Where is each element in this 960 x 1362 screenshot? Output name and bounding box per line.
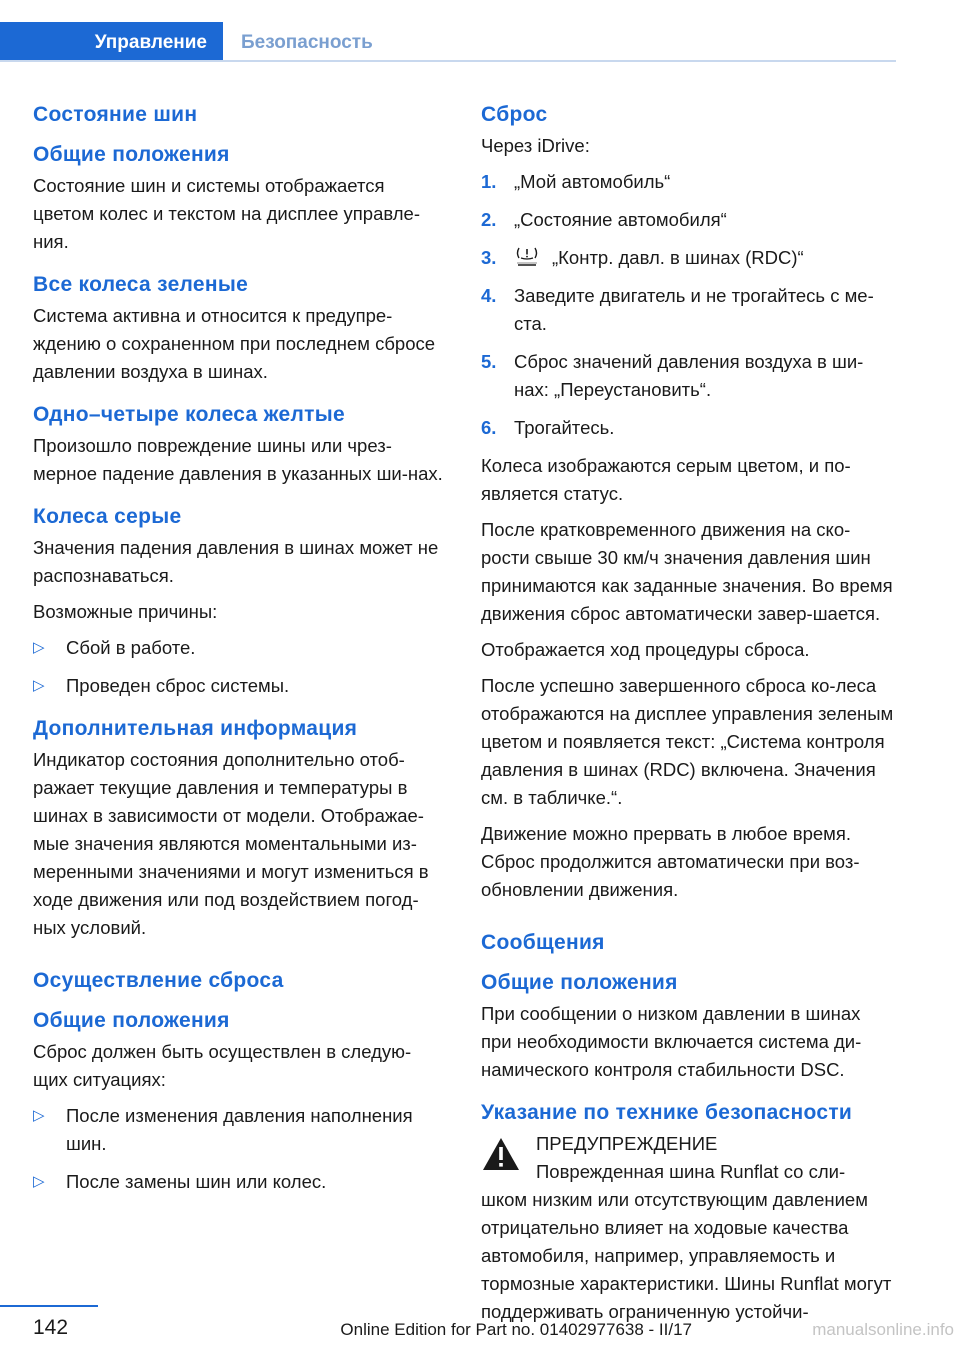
list-item: 4. Заведите двигатель и не трогайтесь с ме-ста. (481, 285, 874, 334)
triangle-right-icon: ▷ (33, 639, 45, 656)
list-item: 1. „Мой автомобиль“ (481, 171, 671, 192)
section-title-reset: Осуществление сброса (33, 969, 284, 992)
subsection-title: Общие положения (33, 1009, 230, 1032)
triangle-right-icon: ▷ (33, 1107, 45, 1124)
paragraph: Сброс должен быть осуществлен в следую-щих ситуациях: (33, 1041, 412, 1090)
paragraph: При сообщении о низком давлении в шинах при необходимости включается система ди-намического контроля стабильности DSC. (481, 1003, 862, 1080)
list-item: 3. „Контр. давл. в шинах (RDC)“ (481, 247, 804, 268)
edition-info: Online Edition for Part no. 01402977638 - II/17 (340, 1320, 692, 1339)
subsection-general-messages (481, 968, 896, 1084)
paragraph: Отображается ход процедуры сброса. (481, 639, 810, 660)
subsection-general-reset (33, 1006, 445, 1196)
subsection-yellow (33, 400, 445, 488)
subsection-title: Все колеса зеленые (33, 273, 249, 296)
triangle-right-icon: ▷ (33, 1173, 45, 1190)
section-title-tire-status: Состояние шин (33, 103, 198, 126)
subsection-gray (33, 502, 445, 700)
situations-list (33, 1102, 445, 1196)
paragraph: Произошло повреждение шины или чрез-мерное падение давления в указанных ши-нах. (33, 435, 443, 484)
subsection-title: Указание по технике безопасности (481, 1101, 853, 1124)
page-number: 142 (33, 1316, 69, 1339)
reset-steps (481, 168, 896, 442)
warning-box (481, 1130, 896, 1326)
causes-list (33, 634, 445, 700)
subsection-title: Одно–четыре колеса желтые (33, 403, 345, 426)
header-divider (0, 60, 896, 62)
tab-controls[interactable]: Управление (0, 22, 223, 62)
paragraph: Движение можно прервать в любое время. Сброс продолжится автоматически при воз-обновлении движения. (481, 823, 860, 900)
paragraph: Значения падения давления в шинах может не распознаваться. (33, 537, 439, 586)
subsection-title: Общие положения (33, 143, 230, 166)
subsection-title: Дополнительная информация (33, 717, 358, 740)
subsection-all-green (33, 270, 445, 386)
list-item: 5. Сброс значений давления воздуха в ши-нах: „Переустановить“. (481, 351, 864, 400)
list-item: 6. Трогайтесь. (481, 417, 615, 438)
warning-label: ПРЕДУПРЕЖДЕНИЕ (536, 1133, 718, 1154)
paragraph: Состояние шин и системы отображается цветом колес и текстом на дисплее управле-ния. (33, 175, 421, 252)
section-title-messages: Сообщения (481, 931, 605, 954)
watermark: manualsonline.info (812, 1320, 954, 1339)
subsection-general (33, 140, 445, 256)
paragraph: Индикатор состояния дополнительно отоб-ражает текущие давления и температуры в шинах в зависимости от модели. Отображае-мые значения являются моментальными из-меренными значениями и могут измениться в ходе движения или под воздействием погод-ных условий. (33, 749, 429, 938)
list-item: ▷ После изменения давления наполнения шин. (33, 1102, 445, 1158)
paragraph: Система активна и относится к предупре-ждению о сохраненном при последнем сбросе давлении воздуха в шинах. (33, 305, 436, 382)
subsection-title-reset: Сброс (481, 103, 548, 126)
subsection-title: Колеса серые (33, 505, 182, 528)
paragraph: Возможные причины: (33, 601, 218, 622)
subsection-title: Общие положения (481, 971, 678, 994)
warning-text: шком низким или отсутствующим давлением отрицательно влияет на ходовые качества автомобиля, например, управляемость и тормозные характеристики. Шины Runflat могут поддерживать ограниченную устойчи- (481, 1189, 892, 1322)
paragraph: После успешно завершенного сброса ко-леса отображаются на дисплее управления зеленым цветом и появляется текст: „Система контроля давления в шинах (RDC) включена. Значения см. в табличке.“. (481, 675, 894, 808)
list-item: 2. „Состояние автомобиля“ (481, 209, 727, 230)
list-item: ▷ После замены шин или колес. (33, 1168, 445, 1196)
triangle-right-icon: ▷ (33, 677, 45, 694)
right-column (481, 100, 896, 1340)
subsection-additional-info (33, 714, 445, 942)
paragraph: После кратковременного движения на ско-рости свыше 30 км/ч значения давления шин принимаются как заданные значения. Во время движения сброс автоматически завер-шается. (481, 519, 893, 624)
warning-text-first-line: Поврежденная шина Runflat со сли- (536, 1161, 846, 1182)
left-column (33, 100, 445, 1210)
list-item: ▷ Сбой в работе. (33, 634, 445, 662)
footer-divider (0, 1305, 98, 1307)
subsection-safety-note (481, 1098, 896, 1326)
tab-safety[interactable]: Безопасность (241, 32, 373, 53)
tire-pressure-reset-icon (514, 246, 540, 268)
header-tabs (0, 22, 389, 62)
warning-triangle-icon (481, 1136, 521, 1172)
list-item: ▷ Проведен сброс системы. (33, 672, 445, 700)
paragraph: Колеса изображаются серым цветом, и по-является статус. (481, 455, 851, 504)
paragraph: Через iDrive: (481, 135, 590, 156)
